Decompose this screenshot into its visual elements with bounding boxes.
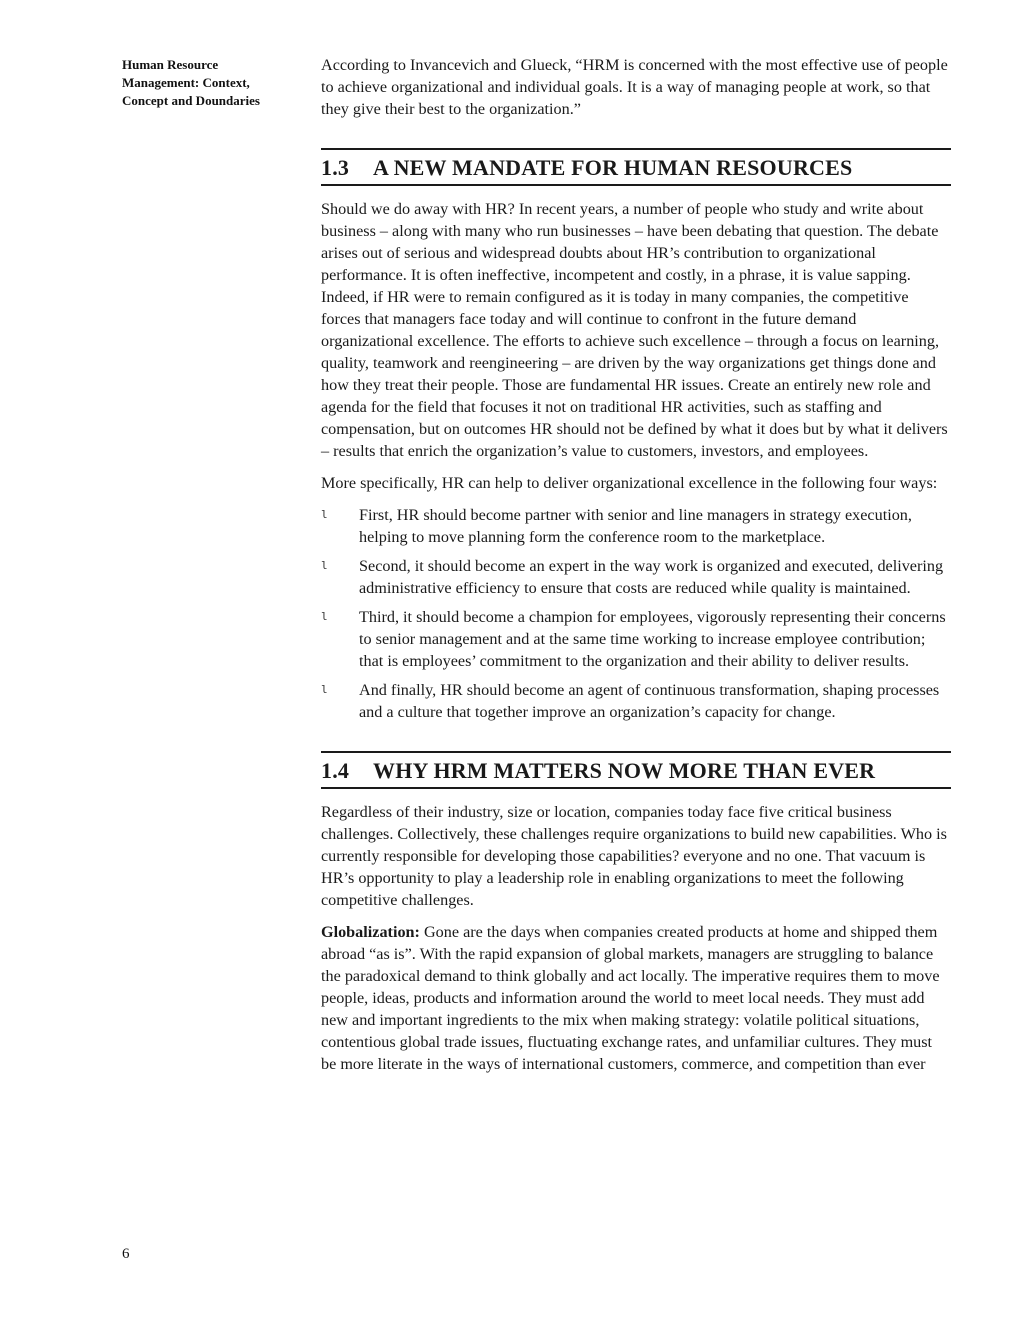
running-head-line: Human Resource [122, 57, 219, 72]
list-item-text: And finally, HR should become an agent of continuous transformation, shaping processes and a culture that together improve an organization’s capacity for change. [359, 681, 940, 721]
list-item [321, 504, 951, 548]
list-item-text: First, HR should become partner with senior and line managers in strategy execution, helping to move planning form the conference room to the marketplace. [359, 506, 912, 546]
section-heading-1-4 [321, 751, 951, 789]
bullet-marker: l [321, 610, 328, 623]
running-head-line: Concept and Doundaries [122, 93, 260, 108]
bullet-marker: l [321, 683, 328, 696]
section-heading-1-3 [321, 148, 951, 186]
section-number: 1.3 [321, 155, 350, 180]
body-paragraph: Regardless of their industry, size or location, companies today face five critical business challenges. Collectively, these challenges require organizations to build new capabilities. Who is currently responsible for developing those capabilities? everyone and no one. That vacuum is HR’s opportunity to play a leadership role in enabling organizations to meet the following competitive challenges. [321, 803, 947, 909]
intro-paragraph: According to Invancevich and Glueck, “HRM is concerned with the most effective use of people to achieve organizational and individual goals. It is a way of managing people at work, so that they give their best to the organization.” [321, 56, 948, 118]
page-number: 6 [122, 1246, 130, 1262]
section-number: 1.4 [321, 758, 350, 783]
section-title: WHY HRM MATTERS NOW MORE THAN EVER [373, 758, 876, 783]
body-paragraph: Should we do away with HR? In recent years, a number of people who study and write about business – along with many who run businesses – have been debating that question. The debate arises out of serious and widespread doubts about HR’s contribution to organizational performance. It is often ineffective, incompetent and costly, in a phrase, it is value sapping. Indeed, if HR were to remain configured as it is today in many companies, the competitive forces that managers face today and will continue to confront in the future demand organizational excellence. The efforts to achieve such excellence – through a focus on learning, quality, teamwork and reengineering – are driven by the way organizations get things done and how they treat their people. Those are fundamental HR issues. Create an entirely new role and agenda for the field that focuses it not on traditional HR activities, such as staffing and compensation, but on outcomes HR should not be defined by what it does but by what it delivers – results that enrich the organization’s value to customers, investors, and employees. [321, 200, 948, 460]
globalization-text: Gone are the days when companies created products at home and shipped them abroad “as is”. With the rapid expansion of global markets, managers are struggling to balance the paradoxical demand to think globally and act locally. The imperative requires them to move people, ideas, products and information around the world to meet local needs. They must add new and important ingredients to the mix when making strategy: volatile political situations, contentious global trade issues, fluctuating exchange rates, and unfamiliar cultures. They must be more literate in the ways of international customers, commerce, and competition than ever [321, 923, 940, 1073]
list-item-text: Third, it should become a champion for employees, vigorously representing their concerns to senior management and at the same time working to increase employee contribution; that is employees’ commitment to the organization and their ability to deliver results. [359, 608, 946, 670]
globalization-paragraph [321, 921, 951, 1075]
list-item [321, 679, 951, 723]
globalization-lead: Globalization: [321, 923, 420, 941]
body-paragraph: More specifically, HR can help to deliver organizational excellence in the following four ways: [321, 474, 938, 492]
bullet-marker: l [321, 508, 328, 521]
running-head [122, 56, 297, 110]
section-title: A NEW MANDATE FOR HUMAN RESOURCES [373, 155, 853, 180]
running-head-line: Management: Context, [122, 75, 250, 90]
list-item [321, 555, 951, 599]
main-content [321, 54, 951, 1085]
list-item-text: Second, it should become an expert in the way work is organized and executed, delivering administrative efficiency to ensure that costs are reduced while quality is maintained. [359, 557, 944, 597]
list-item [321, 606, 951, 672]
bullet-list [321, 504, 951, 723]
bullet-marker: l [321, 559, 328, 572]
